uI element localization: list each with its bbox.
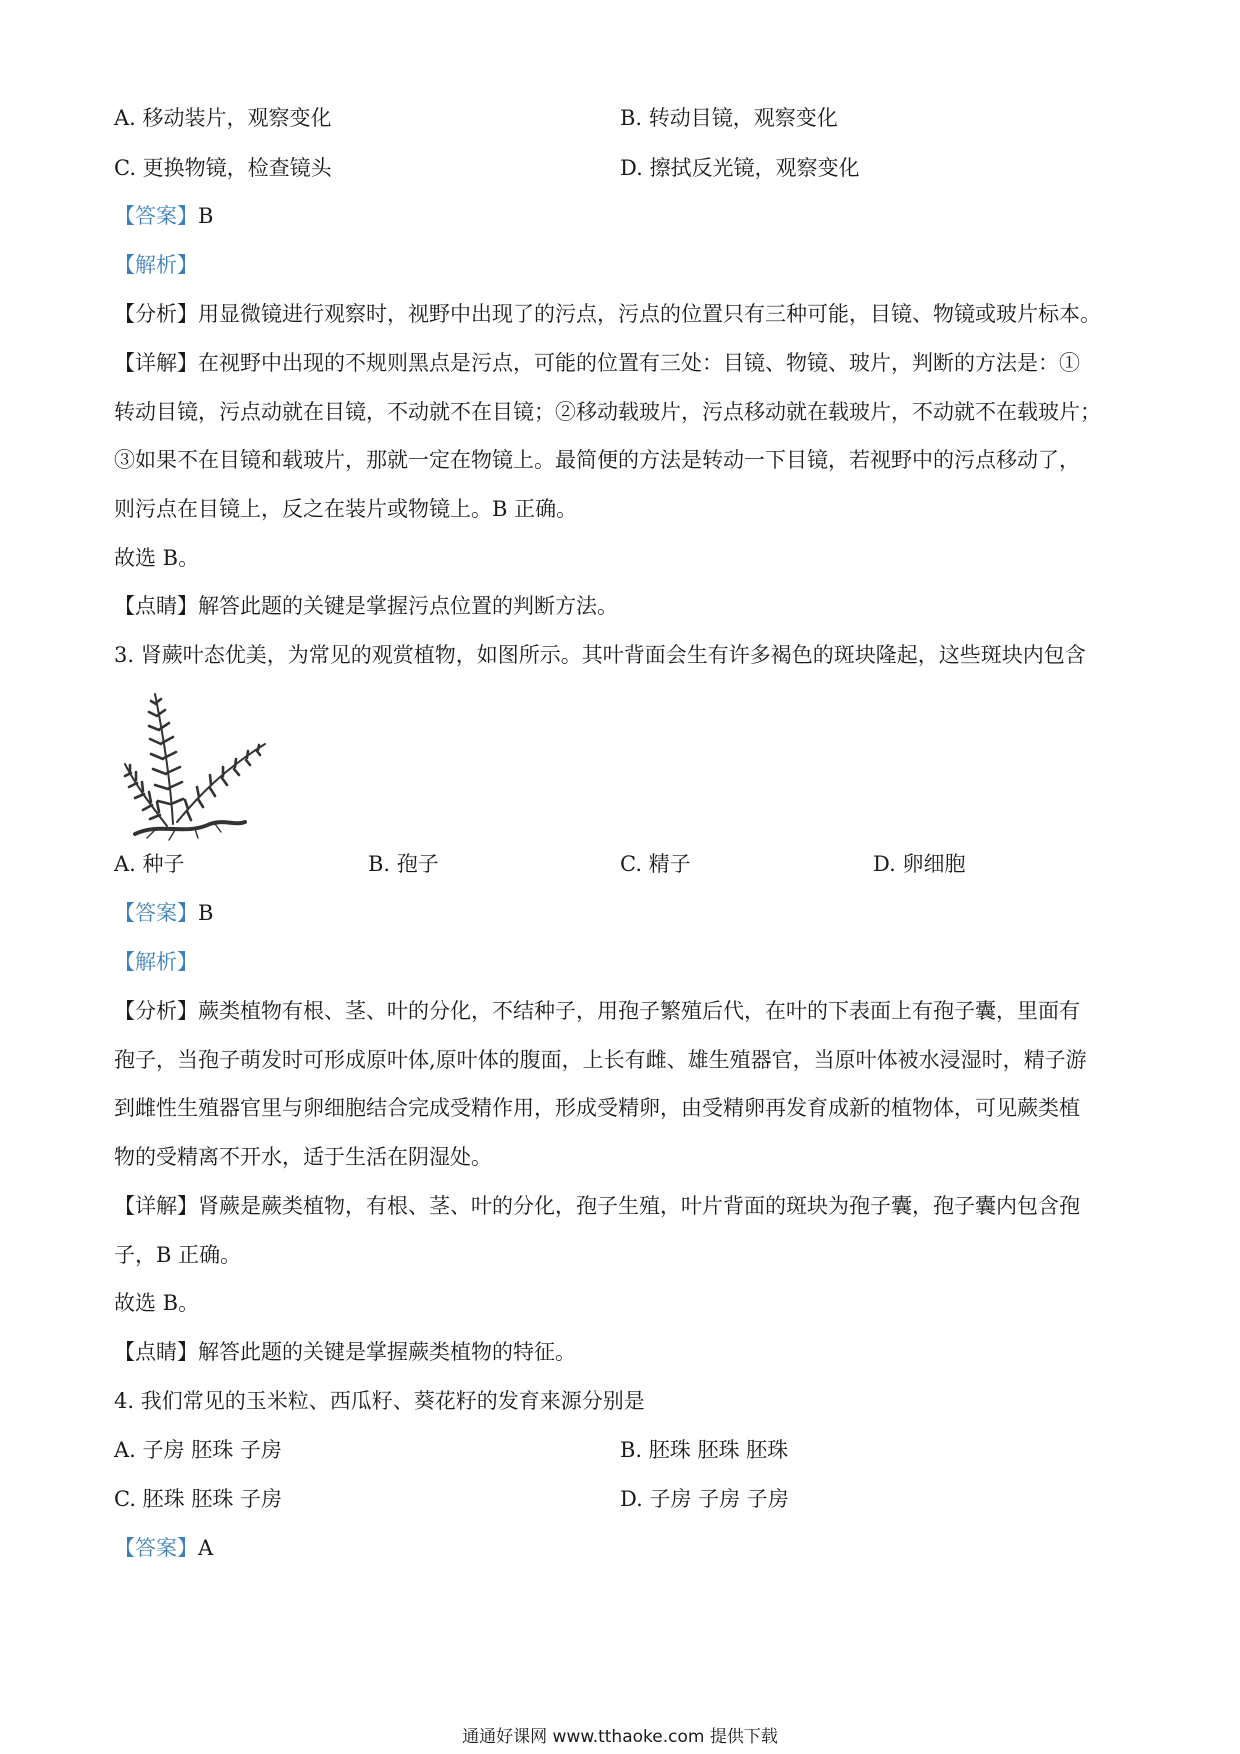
q3-option-a: A. 种子 — [114, 852, 185, 876]
answer-value: B — [198, 204, 214, 228]
q2-xiangjie-line-1 — [114, 348, 1080, 378]
fenxi-tag: 【分析】 — [114, 302, 198, 326]
q4-answer — [114, 1533, 213, 1563]
q3-option-c: C. 精子 — [620, 852, 691, 876]
xiangjie-tag: 【详解】 — [114, 1194, 198, 1218]
q3-xiangjie-line-2: 子，B 正确。 — [114, 1243, 242, 1267]
q3-option-b: B. 孢子 — [368, 852, 439, 876]
fenxi-tag: 【分析】 — [114, 999, 198, 1023]
q4-option-b: B. 胚珠 胚珠 胚珠 — [620, 1438, 789, 1462]
q2-xiangjie-line-3: ③如果不在目镜和载玻片，那就一定在物镜上。最简便的方法是转动一下目镜，若视野中的污点移动了， — [114, 448, 1080, 472]
q3-fenxi-line-2: 孢子，当孢子萌发时可形成原叶体,原叶体的腹面，上长有雌、雄生殖器官，当原叶体被水浸湿时，精子游 — [114, 1048, 1087, 1072]
answer-value: B — [198, 901, 214, 925]
q2-analysis-tag: 【解析】 — [114, 253, 198, 277]
q3-analysis-tag: 【解析】 — [114, 950, 198, 974]
answer-tag: 【答案】 — [114, 901, 198, 925]
q4-option-d: D. 子房 子房 子房 — [620, 1487, 789, 1511]
q2-option-c: C. 更换物镜，检查镜头 — [114, 156, 332, 180]
dianjing-text: 解答此题的关键是掌握污点位置的判断方法。 — [198, 594, 618, 618]
q2-xiangjie-line-4: 则污点在目镜上，反之在装片或物镜上。B 正确。 — [114, 497, 578, 521]
fenxi-text: 蕨类植物有根、茎、叶的分化，不结种子，用孢子繁殖后代，在叶的下表面上有孢子囊，里面有 — [198, 999, 1080, 1023]
q2-answer — [114, 201, 213, 231]
q4-stem: 4. 我们常见的玉米粒、西瓜籽、葵花籽的发育来源分别是 — [114, 1389, 645, 1413]
page-footer: 通通好课网 www.tthaoke.com 提供下载 — [462, 1727, 778, 1747]
q3-dianjing — [114, 1337, 576, 1367]
xiangjie-text: 在视野中出现的不规则黑点是污点，可能的位置有三处：目镜、物镜、玻片，判断的方法是：① — [198, 351, 1080, 375]
q3-fenxi-line-3: 到雌性生殖器官里与卵细胞结合完成受精作用，形成受精卵，由受精卵再发育成新的植物体，可见蕨类植 — [114, 1096, 1080, 1120]
q3-option-d: D. 卵细胞 — [873, 852, 966, 876]
q2-option-b: B. 转动目镜，观察变化 — [620, 106, 838, 130]
fenxi-text: 用显微镜进行观察时，视野中出现了的污点，污点的位置只有三种可能，目镜、物镜或玻片标本。 — [198, 302, 1101, 326]
q3-xiangjie-line-1 — [114, 1191, 1080, 1221]
q3-fenxi-line-4: 物的受精离不开水，适于生活在阴湿处。 — [114, 1145, 492, 1169]
q4-option-c: C. 胚珠 胚珠 子房 — [114, 1487, 283, 1511]
dianjing-tag: 【点睛】 — [114, 1340, 198, 1364]
q3-choose: 故选 B。 — [114, 1291, 200, 1315]
q2-choose: 故选 B。 — [114, 546, 200, 570]
q3-answer — [114, 898, 213, 928]
dianjing-text: 解答此题的关键是掌握蕨类植物的特征。 — [198, 1340, 576, 1364]
answer-value: A — [198, 1536, 214, 1560]
q2-xiangjie-line-2: 转动目镜，污点动就在目镜，不动就不在目镜；②移动载玻片，污点移动就在载玻片，不动就不在载玻片； — [114, 400, 1101, 424]
q2-option-d: D. 擦拭反光镜，观察变化 — [620, 156, 860, 180]
q2-fenxi — [114, 299, 1101, 329]
q2-option-a: A. 移动装片，观察变化 — [114, 106, 332, 130]
answer-tag: 【答案】 — [114, 204, 198, 228]
q3-fenxi-line-1 — [114, 996, 1080, 1026]
xiangjie-text: 肾蕨是蕨类植物，有根、茎、叶的分化，孢子生殖，叶片背面的斑块为孢子囊，孢子囊内包含孢 — [198, 1194, 1080, 1218]
q2-dianjing — [114, 591, 618, 621]
answer-tag: 【答案】 — [114, 1536, 198, 1560]
fern-illustration — [115, 684, 275, 844]
q4-option-a: A. 子房 胚珠 子房 — [114, 1438, 282, 1462]
q3-stem: 3. 肾蕨叶态优美，为常见的观赏植物，如图所示。其叶背面会生有许多褐色的斑块隆起，这些斑块内包含 — [114, 643, 1086, 667]
dianjing-tag: 【点睛】 — [114, 594, 198, 618]
xiangjie-tag: 【详解】 — [114, 351, 198, 375]
